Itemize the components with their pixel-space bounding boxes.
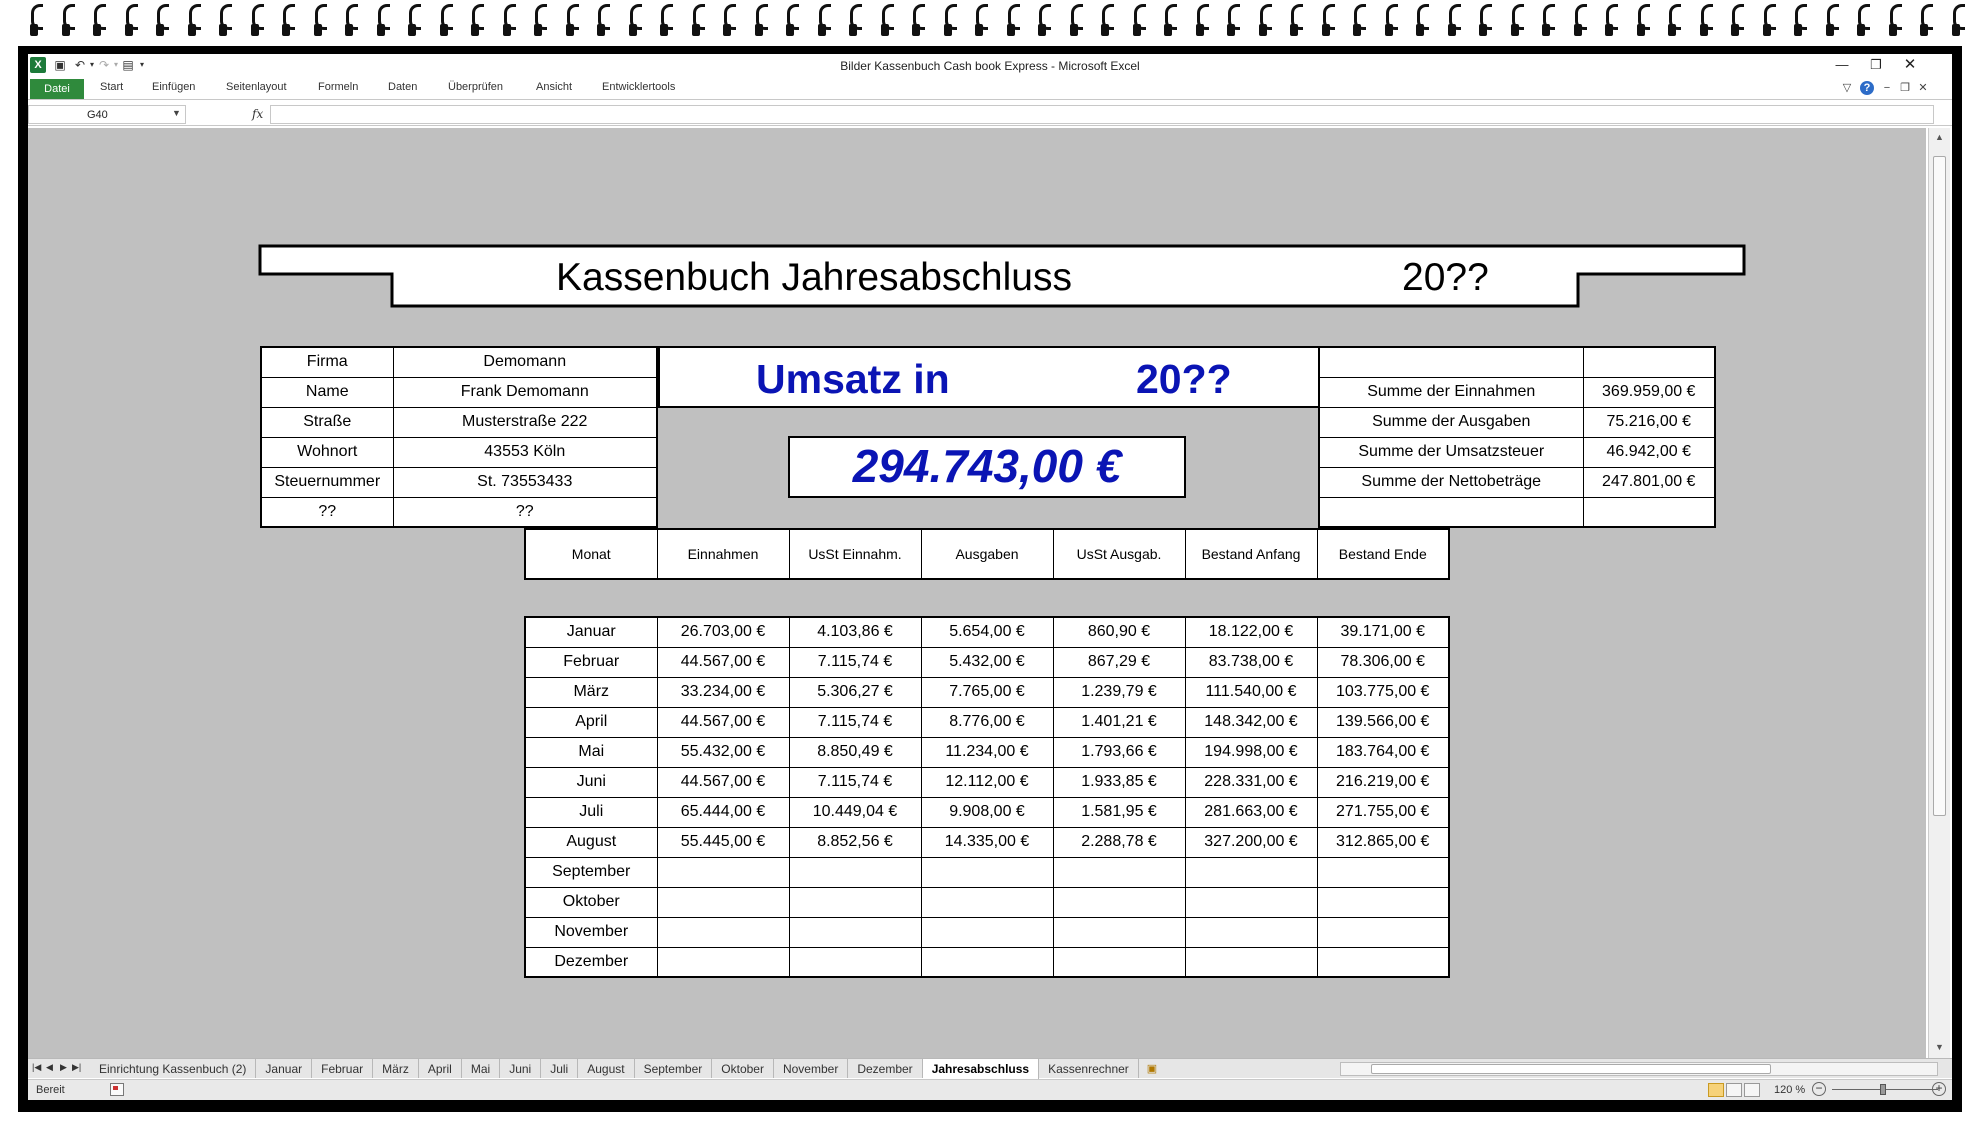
binding-ring	[1288, 4, 1302, 38]
macro-record-icon[interactable]	[110, 1083, 124, 1096]
info-value-cell[interactable]: St. 73553433	[393, 467, 657, 497]
month-row	[525, 677, 1449, 707]
close-icon[interactable]: ✕	[1903, 56, 1917, 73]
amount-cell[interactable]: 148.342,00 €	[1185, 707, 1317, 737]
amount-cell[interactable]: 7.115,74 €	[789, 767, 921, 797]
next-sheet-icon[interactable]: ▶	[60, 1062, 67, 1072]
info-value-cell[interactable]: Frank Demomann	[393, 377, 657, 407]
page-break-view-icon[interactable]	[1744, 1083, 1760, 1097]
month-row	[525, 797, 1449, 827]
amount-cell[interactable]	[657, 947, 789, 977]
column-header-cell[interactable]: Einnahmen	[657, 529, 789, 579]
binding-ring	[1887, 4, 1901, 38]
binding-ring	[1509, 4, 1523, 38]
binding-ring	[658, 4, 672, 38]
window-title: Bilder Kassenbuch Cash book Express - Microsoft Excel	[840, 59, 1140, 73]
month-name-cell[interactable]: März	[525, 677, 657, 707]
amount-cell[interactable]: 83.738,00 €	[1185, 647, 1317, 677]
binding-ring	[217, 4, 231, 38]
info-value-cell[interactable]: ??	[393, 497, 657, 527]
binding-ring	[375, 4, 389, 38]
sheet-tab[interactable]: Dezember	[848, 1059, 922, 1078]
amount-cell[interactable]	[657, 917, 789, 947]
sheet-tab[interactable]: Juli	[541, 1059, 578, 1078]
amount-cell[interactable]	[921, 947, 1053, 977]
amount-cell[interactable]: 8.776,00 €	[921, 707, 1053, 737]
insert-function-icon[interactable]: fx	[252, 107, 264, 121]
month-name-cell[interactable]: September	[525, 857, 657, 887]
amount-cell[interactable]	[921, 887, 1053, 917]
amount-cell[interactable]: 10.449,04 €	[789, 797, 921, 827]
amount-cell[interactable]: 183.764,00 €	[1317, 737, 1449, 767]
amount-cell[interactable]: 55.445,00 €	[657, 827, 789, 857]
undo-icon[interactable]: ↶	[74, 58, 86, 72]
restore-icon[interactable]: ❐	[1870, 57, 1882, 72]
name-box-dropdown-icon[interactable]: ▼	[172, 108, 181, 118]
umsatz-total: 294.743,00 €	[852, 440, 1122, 492]
binding-ring	[1414, 4, 1428, 38]
binding-ring	[1635, 4, 1649, 38]
month-name-cell[interactable]: Dezember	[525, 947, 657, 977]
help-icon[interactable]: ?	[1860, 81, 1874, 95]
summary-label-cell[interactable]: Summe der Nettobeträge	[1319, 467, 1583, 497]
sheet-tab[interactable]: Kassenrechner	[1039, 1059, 1139, 1078]
month-name-cell[interactable]: November	[525, 917, 657, 947]
binding-ring	[753, 4, 767, 38]
tab-file[interactable]: Datei	[30, 79, 84, 99]
month-name-cell[interactable]: August	[525, 827, 657, 857]
amount-cell[interactable]: 271.755,00 €	[1317, 797, 1449, 827]
binding-ring	[406, 4, 420, 38]
summary-label-cell[interactable]	[1319, 347, 1583, 377]
amount-cell[interactable]: 1.793,66 €	[1053, 737, 1185, 767]
binding-ring	[879, 4, 893, 38]
summary-row	[1319, 437, 1715, 467]
tab-data[interactable]: Daten	[388, 81, 418, 93]
amount-cell[interactable]: 194.998,00 €	[1185, 737, 1317, 767]
binding-ring	[28, 4, 42, 38]
amount-cell[interactable]	[1317, 947, 1449, 977]
first-sheet-icon[interactable]: |◀	[32, 1062, 42, 1072]
binding-ring	[1950, 4, 1964, 38]
print-preview-icon[interactable]: ▤	[122, 58, 134, 72]
sheet-tab[interactable]: Juni	[500, 1059, 541, 1078]
formula-bar	[28, 104, 1952, 126]
summary-value-cell[interactable]	[1583, 497, 1715, 527]
sheet-tab[interactable]: April	[419, 1059, 462, 1078]
amount-cell[interactable]: 1.933,85 €	[1053, 767, 1185, 797]
amount-cell[interactable]	[789, 857, 921, 887]
binding-ring	[1068, 4, 1082, 38]
summary-table	[1318, 346, 1716, 528]
amount-cell[interactable]	[1185, 947, 1317, 977]
binding-ring	[721, 4, 735, 38]
binding-ring	[1540, 4, 1554, 38]
zoom-in-icon[interactable]: +	[1932, 1082, 1946, 1096]
amount-cell[interactable]: 1.401,21 €	[1053, 707, 1185, 737]
column-header-cell[interactable]: Bestand Ende	[1317, 529, 1449, 579]
binding-ring	[123, 4, 137, 38]
monthly-data-table	[524, 616, 1450, 978]
month-row	[525, 917, 1449, 947]
month-row	[525, 857, 1449, 887]
binding-ring	[847, 4, 861, 38]
binding-ring	[312, 4, 326, 38]
month-row	[525, 887, 1449, 917]
amount-cell[interactable]: 5.432,00 €	[921, 647, 1053, 677]
binding-ring	[60, 4, 74, 38]
amount-cell[interactable]	[1185, 887, 1317, 917]
amount-cell[interactable]: 18.122,00 €	[1185, 617, 1317, 647]
amount-cell[interactable]	[1053, 857, 1185, 887]
binding-ring	[1572, 4, 1586, 38]
minimize-ribbon-icon[interactable]: ▽	[1842, 82, 1852, 94]
binding-ring	[942, 4, 956, 38]
amount-cell[interactable]: 26.703,00 €	[657, 617, 789, 647]
minimize-icon[interactable]: —	[1835, 57, 1849, 72]
binding-ring	[627, 4, 641, 38]
scroll-up-icon[interactable]: ▲	[1935, 132, 1944, 142]
summary-label-cell[interactable]	[1319, 497, 1583, 527]
umsatz-label: Umsatz in	[756, 356, 950, 402]
info-value-cell[interactable]: Demomann	[393, 347, 657, 377]
info-row	[261, 407, 657, 437]
save-icon[interactable]: ▣	[54, 58, 66, 72]
amount-cell[interactable]	[657, 857, 789, 887]
month-name-cell[interactable]: April	[525, 707, 657, 737]
binding-ring	[784, 4, 798, 38]
amount-cell[interactable]: 7.115,74 €	[789, 707, 921, 737]
amount-cell[interactable]	[1317, 887, 1449, 917]
summary-row	[1319, 347, 1715, 377]
amount-cell[interactable]: 327.200,00 €	[1185, 827, 1317, 857]
sheet-tabs	[90, 1059, 1165, 1079]
workbook-restore-icon[interactable]: ❐	[1900, 82, 1910, 94]
sheet-tab[interactable]: Januar	[256, 1059, 312, 1078]
amount-cell[interactable]: 4.103,86 €	[789, 617, 921, 647]
zoom-slider-thumb[interactable]	[1880, 1084, 1886, 1095]
umsatz-total-box	[788, 436, 1186, 498]
amount-cell[interactable]	[1185, 857, 1317, 887]
amount-cell[interactable]: 281.663,00 €	[1185, 797, 1317, 827]
amount-cell[interactable]: 860,90 €	[1053, 617, 1185, 647]
spiral-binding	[0, 0, 1980, 42]
column-header-row	[525, 529, 1449, 579]
summary-row	[1319, 377, 1715, 407]
binding-ring	[1477, 4, 1491, 38]
amount-cell[interactable]	[921, 917, 1053, 947]
info-row	[261, 467, 657, 497]
amount-cell[interactable]: 33.234,00 €	[657, 677, 789, 707]
amount-cell[interactable]: 103.775,00 €	[1317, 677, 1449, 707]
undo-dropdown-icon[interactable]: ▾	[89, 60, 94, 69]
binding-ring	[249, 4, 263, 38]
amount-cell[interactable]: 55.432,00 €	[657, 737, 789, 767]
last-sheet-icon[interactable]: ▶|	[72, 1062, 82, 1072]
scroll-down-icon[interactable]: ▼	[1935, 1042, 1944, 1052]
binding-ring	[1162, 4, 1176, 38]
amount-cell[interactable]: 44.567,00 €	[657, 707, 789, 737]
amount-cell[interactable]: 8.852,56 €	[789, 827, 921, 857]
binding-ring	[1383, 4, 1397, 38]
zoom-level[interactable]: 120 %	[1774, 1084, 1806, 1096]
ribbon-tabs	[28, 78, 1952, 100]
tab-developer[interactable]: Entwicklertools	[602, 81, 676, 93]
column-header-cell[interactable]: Ausgaben	[921, 529, 1053, 579]
binding-ring	[1698, 4, 1712, 38]
amount-cell[interactable]: 1.581,95 €	[1053, 797, 1185, 827]
summary-value-cell[interactable]	[1583, 347, 1715, 377]
month-name-cell[interactable]: Juni	[525, 767, 657, 797]
info-value-cell[interactable]: Musterstraße 222	[393, 407, 657, 437]
customize-quick-access-icon[interactable]: ▾	[139, 60, 144, 69]
amount-cell[interactable]: 867,29 €	[1053, 647, 1185, 677]
amount-cell[interactable]: 44.567,00 €	[657, 767, 789, 797]
column-header-cell[interactable]: Bestand Anfang	[1185, 529, 1317, 579]
redo-icon[interactable]: ↷	[98, 58, 110, 72]
excel-window	[28, 54, 1952, 1100]
binding-ring	[910, 4, 924, 38]
summary-value-cell[interactable]: 46.942,00 €	[1583, 437, 1715, 467]
month-row	[525, 647, 1449, 677]
summary-row	[1319, 467, 1715, 497]
vertical-scroll-thumb[interactable]	[1933, 156, 1946, 816]
company-info-table	[260, 346, 658, 528]
amount-cell[interactable]: 39.171,00 €	[1317, 617, 1449, 647]
amount-cell[interactable]: 78.306,00 €	[1317, 647, 1449, 677]
binding-ring	[343, 4, 357, 38]
sheet-tab[interactable]: Februar	[312, 1059, 373, 1078]
column-header-cell[interactable]: UsSt Einnahm.	[789, 529, 921, 579]
umsatz-header	[658, 346, 1320, 408]
summary-label-cell[interactable]: Summe der Ausgaben	[1319, 407, 1583, 437]
binding-ring	[154, 4, 168, 38]
info-row	[261, 497, 657, 527]
amount-cell[interactable]: 5.654,00 €	[921, 617, 1053, 647]
sheet-tab[interactable]: März	[373, 1059, 419, 1078]
amount-cell[interactable]	[789, 947, 921, 977]
page-bottom	[0, 1112, 1980, 1130]
binding-ring	[469, 4, 483, 38]
horizontal-scrollbar[interactable]	[1340, 1062, 1938, 1076]
amount-cell[interactable]	[789, 917, 921, 947]
binding-ring	[690, 4, 704, 38]
info-label-cell[interactable]: Steuernummer	[261, 467, 393, 497]
amount-cell[interactable]: 7.115,74 €	[789, 647, 921, 677]
excel-logo-icon[interactable]: X	[30, 57, 46, 73]
horizontal-scroll-thumb[interactable]	[1371, 1064, 1771, 1074]
sheet-title-year: 20??	[1402, 256, 1489, 299]
tab-review[interactable]: Überprüfen	[448, 81, 504, 93]
amount-cell[interactable]: 14.335,00 €	[921, 827, 1053, 857]
binding-ring	[1005, 4, 1019, 38]
info-row	[261, 377, 657, 407]
summary-value-cell[interactable]: 75.216,00 €	[1583, 407, 1715, 437]
amount-cell[interactable]	[1317, 917, 1449, 947]
amount-cell[interactable]: 44.567,00 €	[657, 647, 789, 677]
summary-label-cell[interactable]: Summe der Einnahmen	[1319, 377, 1583, 407]
binding-ring	[501, 4, 515, 38]
tab-insert[interactable]: Einfügen	[152, 81, 196, 93]
amount-cell[interactable]: 9.908,00 €	[921, 797, 1053, 827]
binding-ring	[1194, 4, 1208, 38]
amount-cell[interactable]: 312.865,00 €	[1317, 827, 1449, 857]
tab-formulas[interactable]: Formeln	[318, 81, 359, 93]
column-header-cell[interactable]: Monat	[525, 529, 657, 579]
info-label-cell[interactable]: ??	[261, 497, 393, 527]
amount-cell[interactable]: 216.219,00 €	[1317, 767, 1449, 797]
amount-cell[interactable]: 5.306,27 €	[789, 677, 921, 707]
amount-cell[interactable]: 1.239,79 €	[1053, 677, 1185, 707]
binding-ring	[1225, 4, 1239, 38]
amount-cell[interactable]: 65.444,00 €	[657, 797, 789, 827]
binding-ring	[1761, 4, 1775, 38]
binding-ring	[816, 4, 830, 38]
formula-input[interactable]	[270, 105, 1934, 124]
binding-ring	[1131, 4, 1145, 38]
column-header-cell[interactable]: UsSt Ausgab.	[1053, 529, 1185, 579]
info-label-cell[interactable]: Straße	[261, 407, 393, 437]
month-row	[525, 737, 1449, 767]
binding-ring	[1918, 4, 1932, 38]
binding-ring	[91, 4, 105, 38]
binding-ring	[1446, 4, 1460, 38]
binding-ring	[1257, 4, 1271, 38]
amount-cell[interactable]: 2.288,78 €	[1053, 827, 1185, 857]
sheet-tab[interactable]: September	[635, 1059, 713, 1078]
binding-ring	[973, 4, 987, 38]
month-row	[525, 947, 1449, 977]
redo-dropdown-icon[interactable]: ▾	[113, 60, 118, 69]
binding-ring	[1824, 4, 1838, 38]
month-row	[525, 767, 1449, 797]
month-row	[525, 617, 1449, 647]
info-row	[261, 437, 657, 467]
binding-ring	[1855, 4, 1869, 38]
month-name-cell[interactable]: Juli	[525, 797, 657, 827]
tab-view[interactable]: Ansicht	[536, 81, 573, 93]
amount-cell[interactable]	[1053, 887, 1185, 917]
month-name-cell[interactable]: Mai	[525, 737, 657, 767]
sheet-tab-bar	[28, 1058, 1952, 1078]
sheet-tab[interactable]: Oktober	[712, 1059, 774, 1078]
vertical-scrollbar[interactable]	[1928, 128, 1950, 1058]
insert-sheet-icon[interactable]: ▣	[1146, 1063, 1158, 1075]
zoom-out-icon[interactable]: −	[1812, 1082, 1826, 1096]
info-label-cell[interactable]: Name	[261, 377, 393, 407]
amount-cell[interactable]	[921, 857, 1053, 887]
summary-row	[1319, 497, 1715, 527]
summary-value-cell[interactable]: 247.801,00 €	[1583, 467, 1715, 497]
month-name-cell[interactable]: Oktober	[525, 887, 657, 917]
binding-ring	[1320, 4, 1334, 38]
worksheet-area[interactable]	[28, 128, 1926, 1058]
tab-start[interactable]: Start	[100, 81, 124, 93]
binding-ring	[280, 4, 294, 38]
binding-ring	[438, 4, 452, 38]
binding-ring	[1603, 4, 1617, 38]
amount-cell[interactable]: 139.566,00 €	[1317, 707, 1449, 737]
binding-ring	[1792, 4, 1806, 38]
info-row	[261, 347, 657, 377]
month-row	[525, 827, 1449, 857]
title-bar	[28, 54, 1952, 76]
amount-cell[interactable]	[1053, 947, 1185, 977]
sheet-tab[interactable]: Jahresabschluss	[923, 1059, 1039, 1079]
tab-page-layout[interactable]: Seitenlayout	[226, 81, 287, 93]
sheet-tab[interactable]: Einrichtung Kassenbuch (2)	[90, 1059, 256, 1078]
status-text: Bereit	[36, 1084, 65, 1096]
amount-cell[interactable]	[657, 887, 789, 917]
info-label-cell[interactable]: Firma	[261, 347, 393, 377]
amount-cell[interactable]	[789, 887, 921, 917]
month-row	[525, 707, 1449, 737]
amount-cell[interactable]: 111.540,00 €	[1185, 677, 1317, 707]
info-value-cell[interactable]: 43553 Köln	[393, 437, 657, 467]
info-label-cell[interactable]: Wohnort	[261, 437, 393, 467]
amount-cell[interactable]	[1053, 917, 1185, 947]
binding-ring	[564, 4, 578, 38]
umsatz-year: 20??	[1136, 356, 1232, 402]
binding-ring	[595, 4, 609, 38]
summary-label-cell[interactable]: Summe der Umsatzsteuer	[1319, 437, 1583, 467]
amount-cell[interactable]: 12.112,00 €	[921, 767, 1053, 797]
page-layout-view-icon[interactable]	[1726, 1083, 1742, 1097]
binding-ring	[186, 4, 200, 38]
binding-ring	[1351, 4, 1365, 38]
binding-ring	[1099, 4, 1113, 38]
amount-cell[interactable]: 228.331,00 €	[1185, 767, 1317, 797]
amount-cell[interactable]: 11.234,00 €	[921, 737, 1053, 767]
binding-ring	[1036, 4, 1050, 38]
binding-ring	[1666, 4, 1680, 38]
name-box[interactable]: G40	[28, 105, 186, 124]
workbook-close-icon[interactable]: ✕	[1918, 82, 1928, 94]
monthly-header-table	[524, 528, 1450, 580]
amount-cell[interactable]	[1185, 917, 1317, 947]
summary-value-cell[interactable]: 369.959,00 €	[1583, 377, 1715, 407]
binding-ring	[532, 4, 546, 38]
sheet-title: Kassenbuch Jahresabschluss	[556, 256, 1072, 299]
status-bar	[28, 1079, 1952, 1100]
summary-row	[1319, 407, 1715, 437]
amount-cell[interactable]	[1317, 857, 1449, 887]
amount-cell[interactable]: 7.765,00 €	[921, 677, 1053, 707]
sheet-tab[interactable]: Mai	[462, 1059, 500, 1078]
binding-ring	[1729, 4, 1743, 38]
month-name-cell[interactable]: Februar	[525, 647, 657, 677]
sheet-tab[interactable]: November	[774, 1059, 848, 1078]
sheet-tab[interactable]: August	[578, 1059, 634, 1078]
normal-view-icon[interactable]	[1708, 1083, 1724, 1097]
month-name-cell[interactable]: Januar	[525, 617, 657, 647]
amount-cell[interactable]: 8.850,49 €	[789, 737, 921, 767]
prev-sheet-icon[interactable]: ◀	[46, 1062, 53, 1072]
workbook-minimize-icon[interactable]: −	[1883, 82, 1891, 94]
